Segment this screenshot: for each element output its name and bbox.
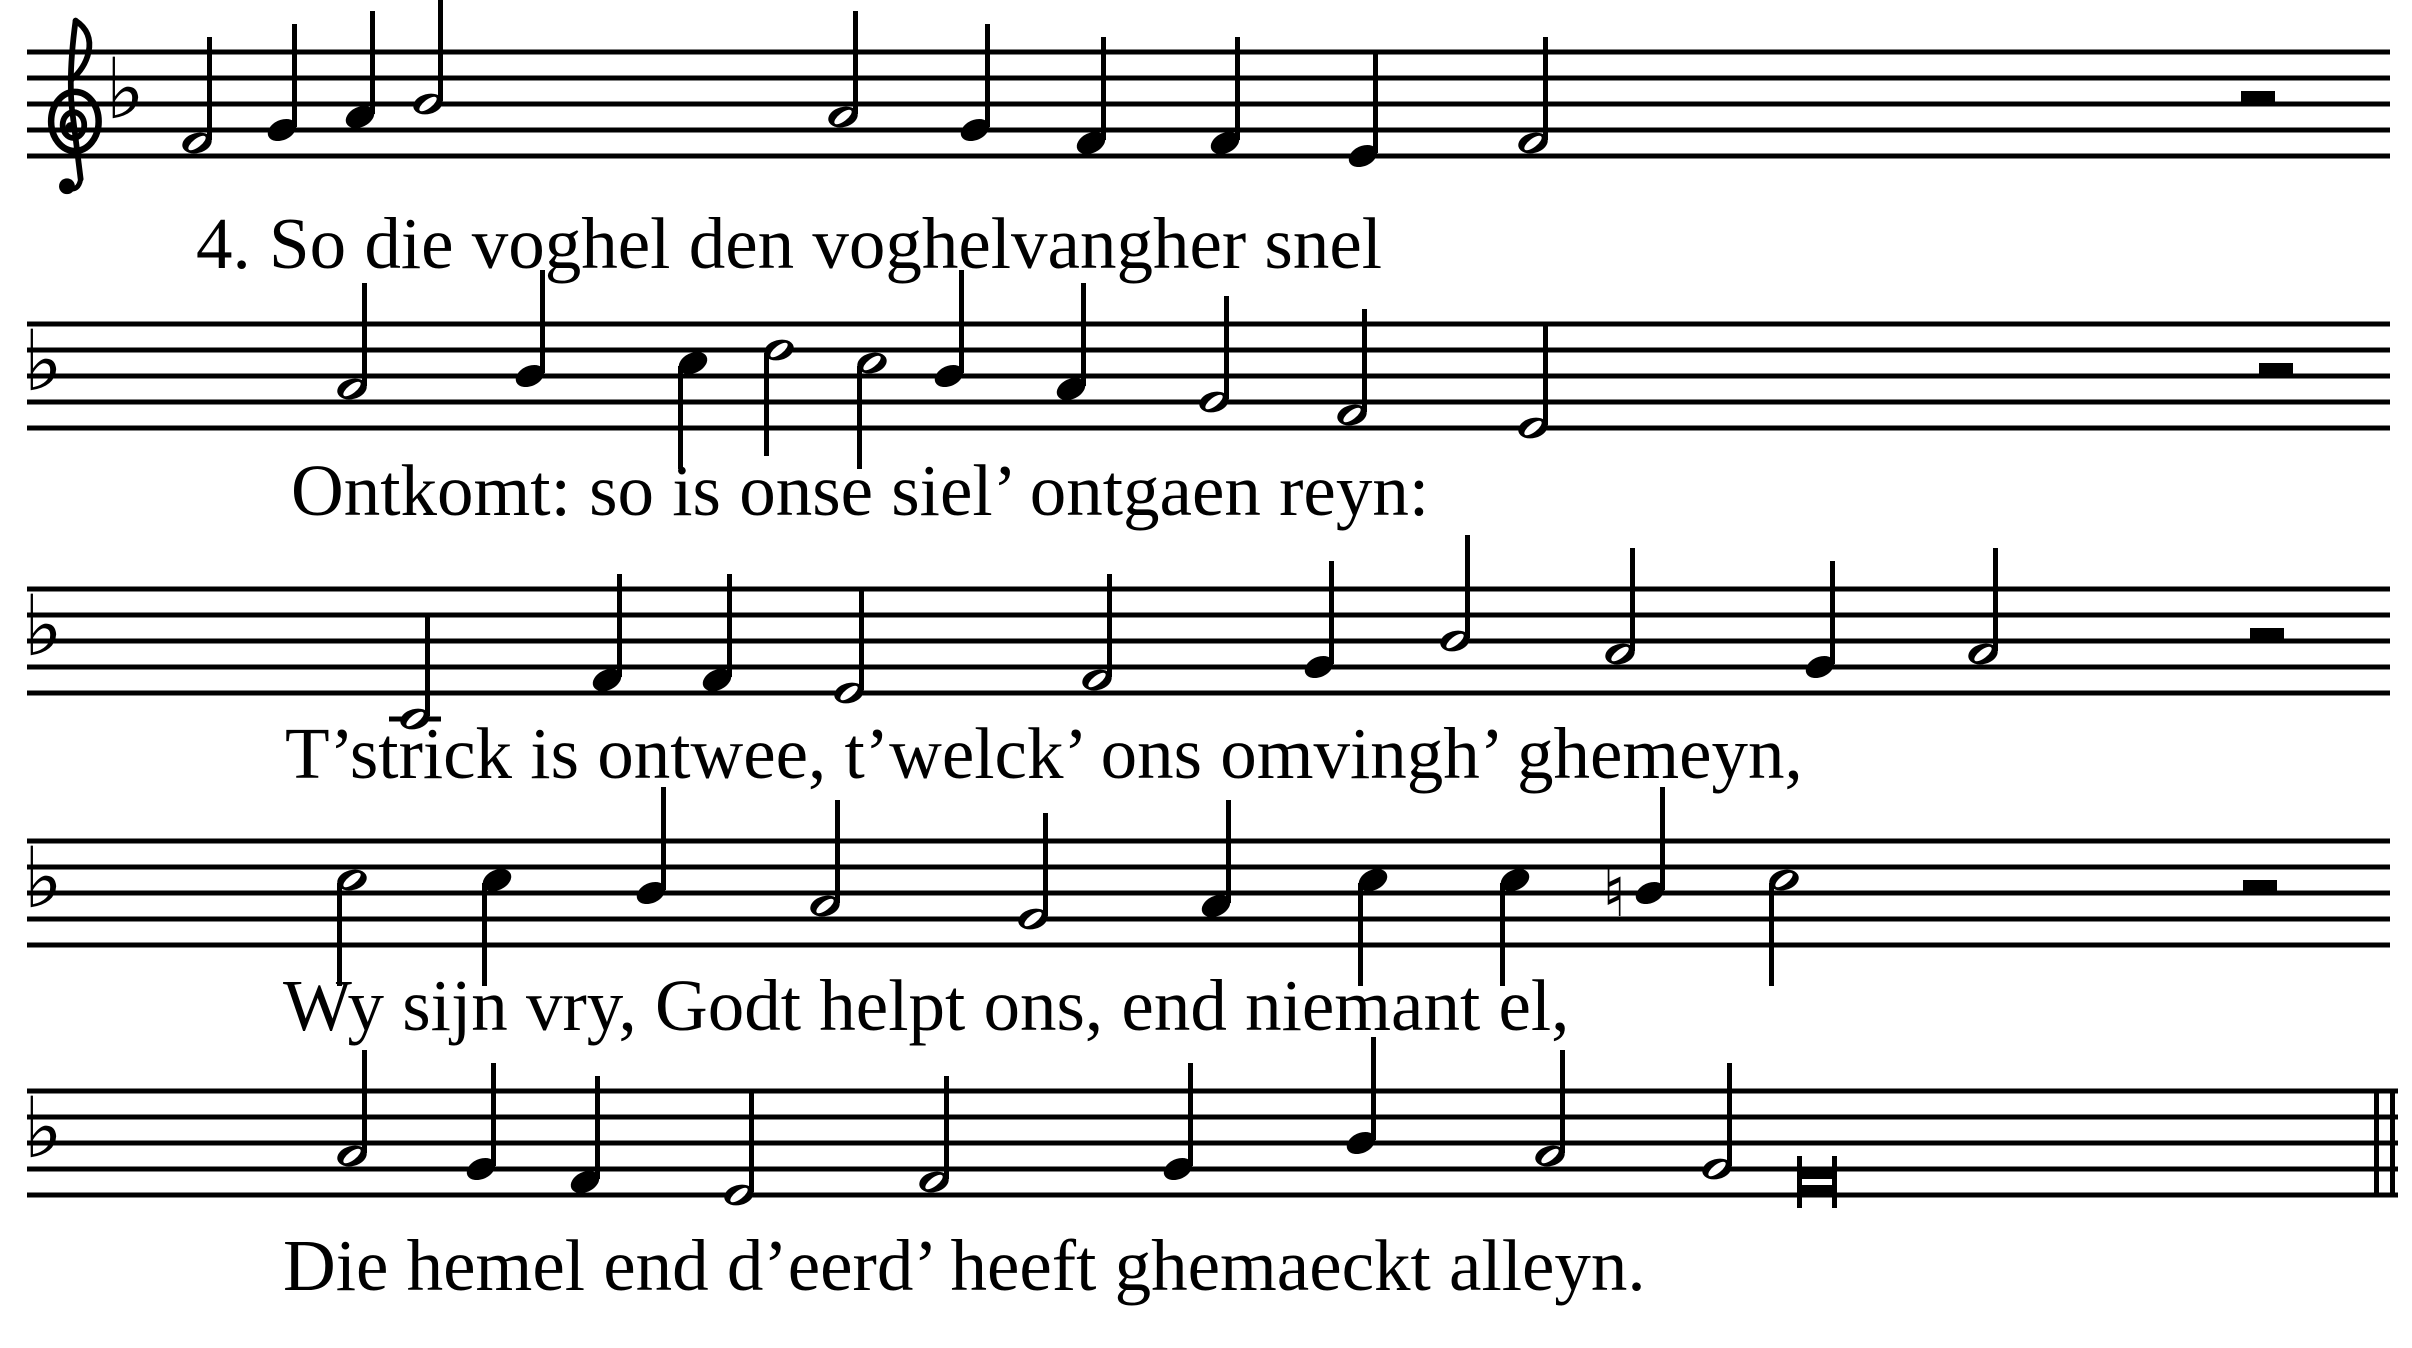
note-f4-half [1335,309,1369,429]
note-a4-half [1533,1050,1567,1170]
note-e4-half [1516,322,1550,442]
note-g4-quarter [1160,1063,1196,1184]
note-a4-half [808,800,842,920]
note-e4-quarter [1345,50,1381,171]
half-rest [2241,91,2275,104]
note-g4-quarter [957,24,993,145]
note-bb4-quarter [931,270,967,391]
system-4 [23,787,2390,986]
note-a4-half [1603,548,1637,668]
note-bb4-quarter [512,270,548,391]
key-signature-flat-sign: ♭ [23,1079,63,1177]
note-g4-quarter [1802,561,1838,682]
note-bb4-quarter [633,787,669,908]
note-e4-half [722,1089,756,1209]
note-a4-quarter [342,11,378,132]
note-e4-half [832,587,866,707]
key-signature-flat-sign: ♭ [105,40,145,138]
note-g4-half [1700,1063,1734,1183]
note-g4-quarter [264,24,300,145]
note-g4-quarter [463,1063,499,1184]
note-d5-half [762,336,796,456]
note-f4-quarter [589,574,625,695]
note-f4-half [917,1076,951,1196]
note-f4-quarter [567,1076,603,1197]
staff-lines [27,1091,2398,1195]
half-rest [2259,363,2293,376]
staff-lines [27,841,2390,945]
staff-lines [27,52,2390,156]
note-a4-half [826,11,860,131]
key-signature-flat-sign: ♭ [23,312,63,410]
system-2 [23,270,2390,469]
key-signature-flat-sign: ♭ [23,577,63,675]
note-g4-half [1197,296,1231,416]
lyric-line-2: Ontkomt: so is onse siel’ ontgaen reyn: [291,450,1430,531]
note-f4-quarter [1207,37,1243,158]
system-3 [23,535,2390,733]
note-a4-half [335,283,369,403]
natural-sign: ♮ [1601,854,1627,933]
note-g4-half [1016,813,1050,933]
lyric-line-4: Wy sijn vry, Godt helpt ons, end niemant el, [283,965,1570,1046]
note-a4-half [335,1050,369,1170]
staff-lines [27,324,2390,428]
note-f4-half [1516,37,1550,157]
note-a4-quarter [1198,800,1234,921]
note-g4-quarter [1301,561,1337,682]
note-bb4-half [411,0,445,118]
note-b4-quarter [1602,787,1668,933]
note-bb4-half [1438,535,1472,655]
treble-clef [51,21,99,195]
note-f4-quarter [1073,37,1109,158]
note-f4-quarter [699,574,735,695]
note-c5-half [1767,866,1801,986]
half-rest [2243,880,2277,893]
lyric-line-3: T’strick is ontwee, t’welck’ ons omvingh’ ghemeyn, [285,713,1803,794]
system-5 [23,1037,2398,1209]
note-bb4-quarter [1343,1037,1379,1158]
key-signature-flat-sign: ♭ [23,829,63,927]
note-f4-half [1080,574,1114,694]
system-1 [27,0,2390,194]
half-rest [2250,628,2284,641]
staff-lines [27,589,2390,693]
note-f4-breve [1797,1156,1837,1208]
lyric-line-5: Die hemel end d’eerd’ heeft ghemaeckt alleyn. [283,1225,1646,1306]
lyric-line-1: 4. So die voghel den voghelvangher snel [196,203,1383,284]
note-f4-half [180,37,214,157]
note-a4-quarter [1053,283,1089,404]
note-a4-half [1966,548,2000,668]
